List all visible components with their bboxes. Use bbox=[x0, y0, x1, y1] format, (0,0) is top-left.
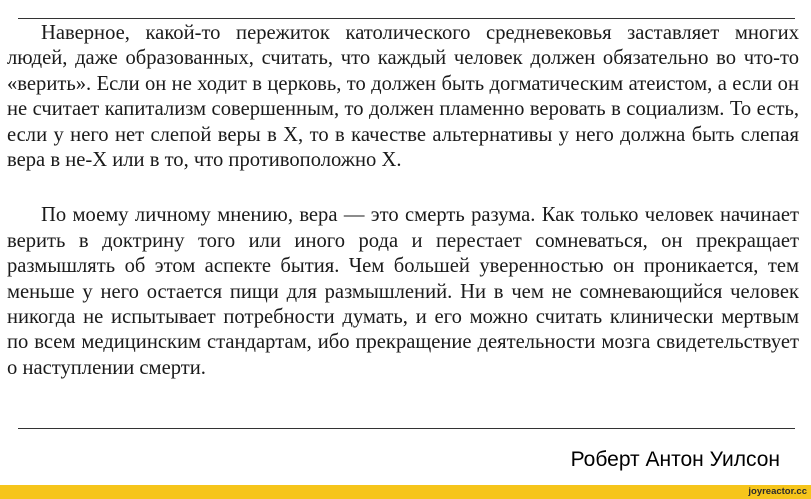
watermark-link[interactable]: joyreactor.cc bbox=[748, 486, 807, 497]
top-divider bbox=[18, 18, 795, 19]
quote-paragraph-1: Наверное, какой-то пережиток католического средневековья заставляет многих людей, даже образованных, считать, что каждый человек должен обязательно во что-то «верить». Если он не ходит в церковь, то должен быть догматическим атеистом, а если он не считает капитализм совершенным, то должен пламенно веровать в социализм. То есть, если у него нет слепой веры в Х, то в качестве альтернативы у него должна быть слепая вера в не-Х или в то, что противоположно Х. bbox=[7, 22, 799, 172]
quote-paragraph-2: По моему личному мнению, вера — это смерть разума. Как только человек начинает верить в доктрину того или иного рода и перестает сомневаться, он прекращает размышлять об этом аспекте бытия. Чем большей уверенностью он проникается, тем меньше у него остается пищи для размышлений. Ни в чем не сомневающийся человек никогда не испытывает потребности думать, и его можно считать клинически мертвым по всем медицинским стандартам, ибо прекращение деятельности мозга свидетельствует о наступлении смерти. bbox=[7, 204, 799, 379]
footer-bar bbox=[0, 485, 811, 499]
quote-text bbox=[7, 21, 799, 381]
quote-author: Роберт Антон Уилсон bbox=[570, 448, 780, 471]
bottom-divider bbox=[18, 428, 795, 429]
